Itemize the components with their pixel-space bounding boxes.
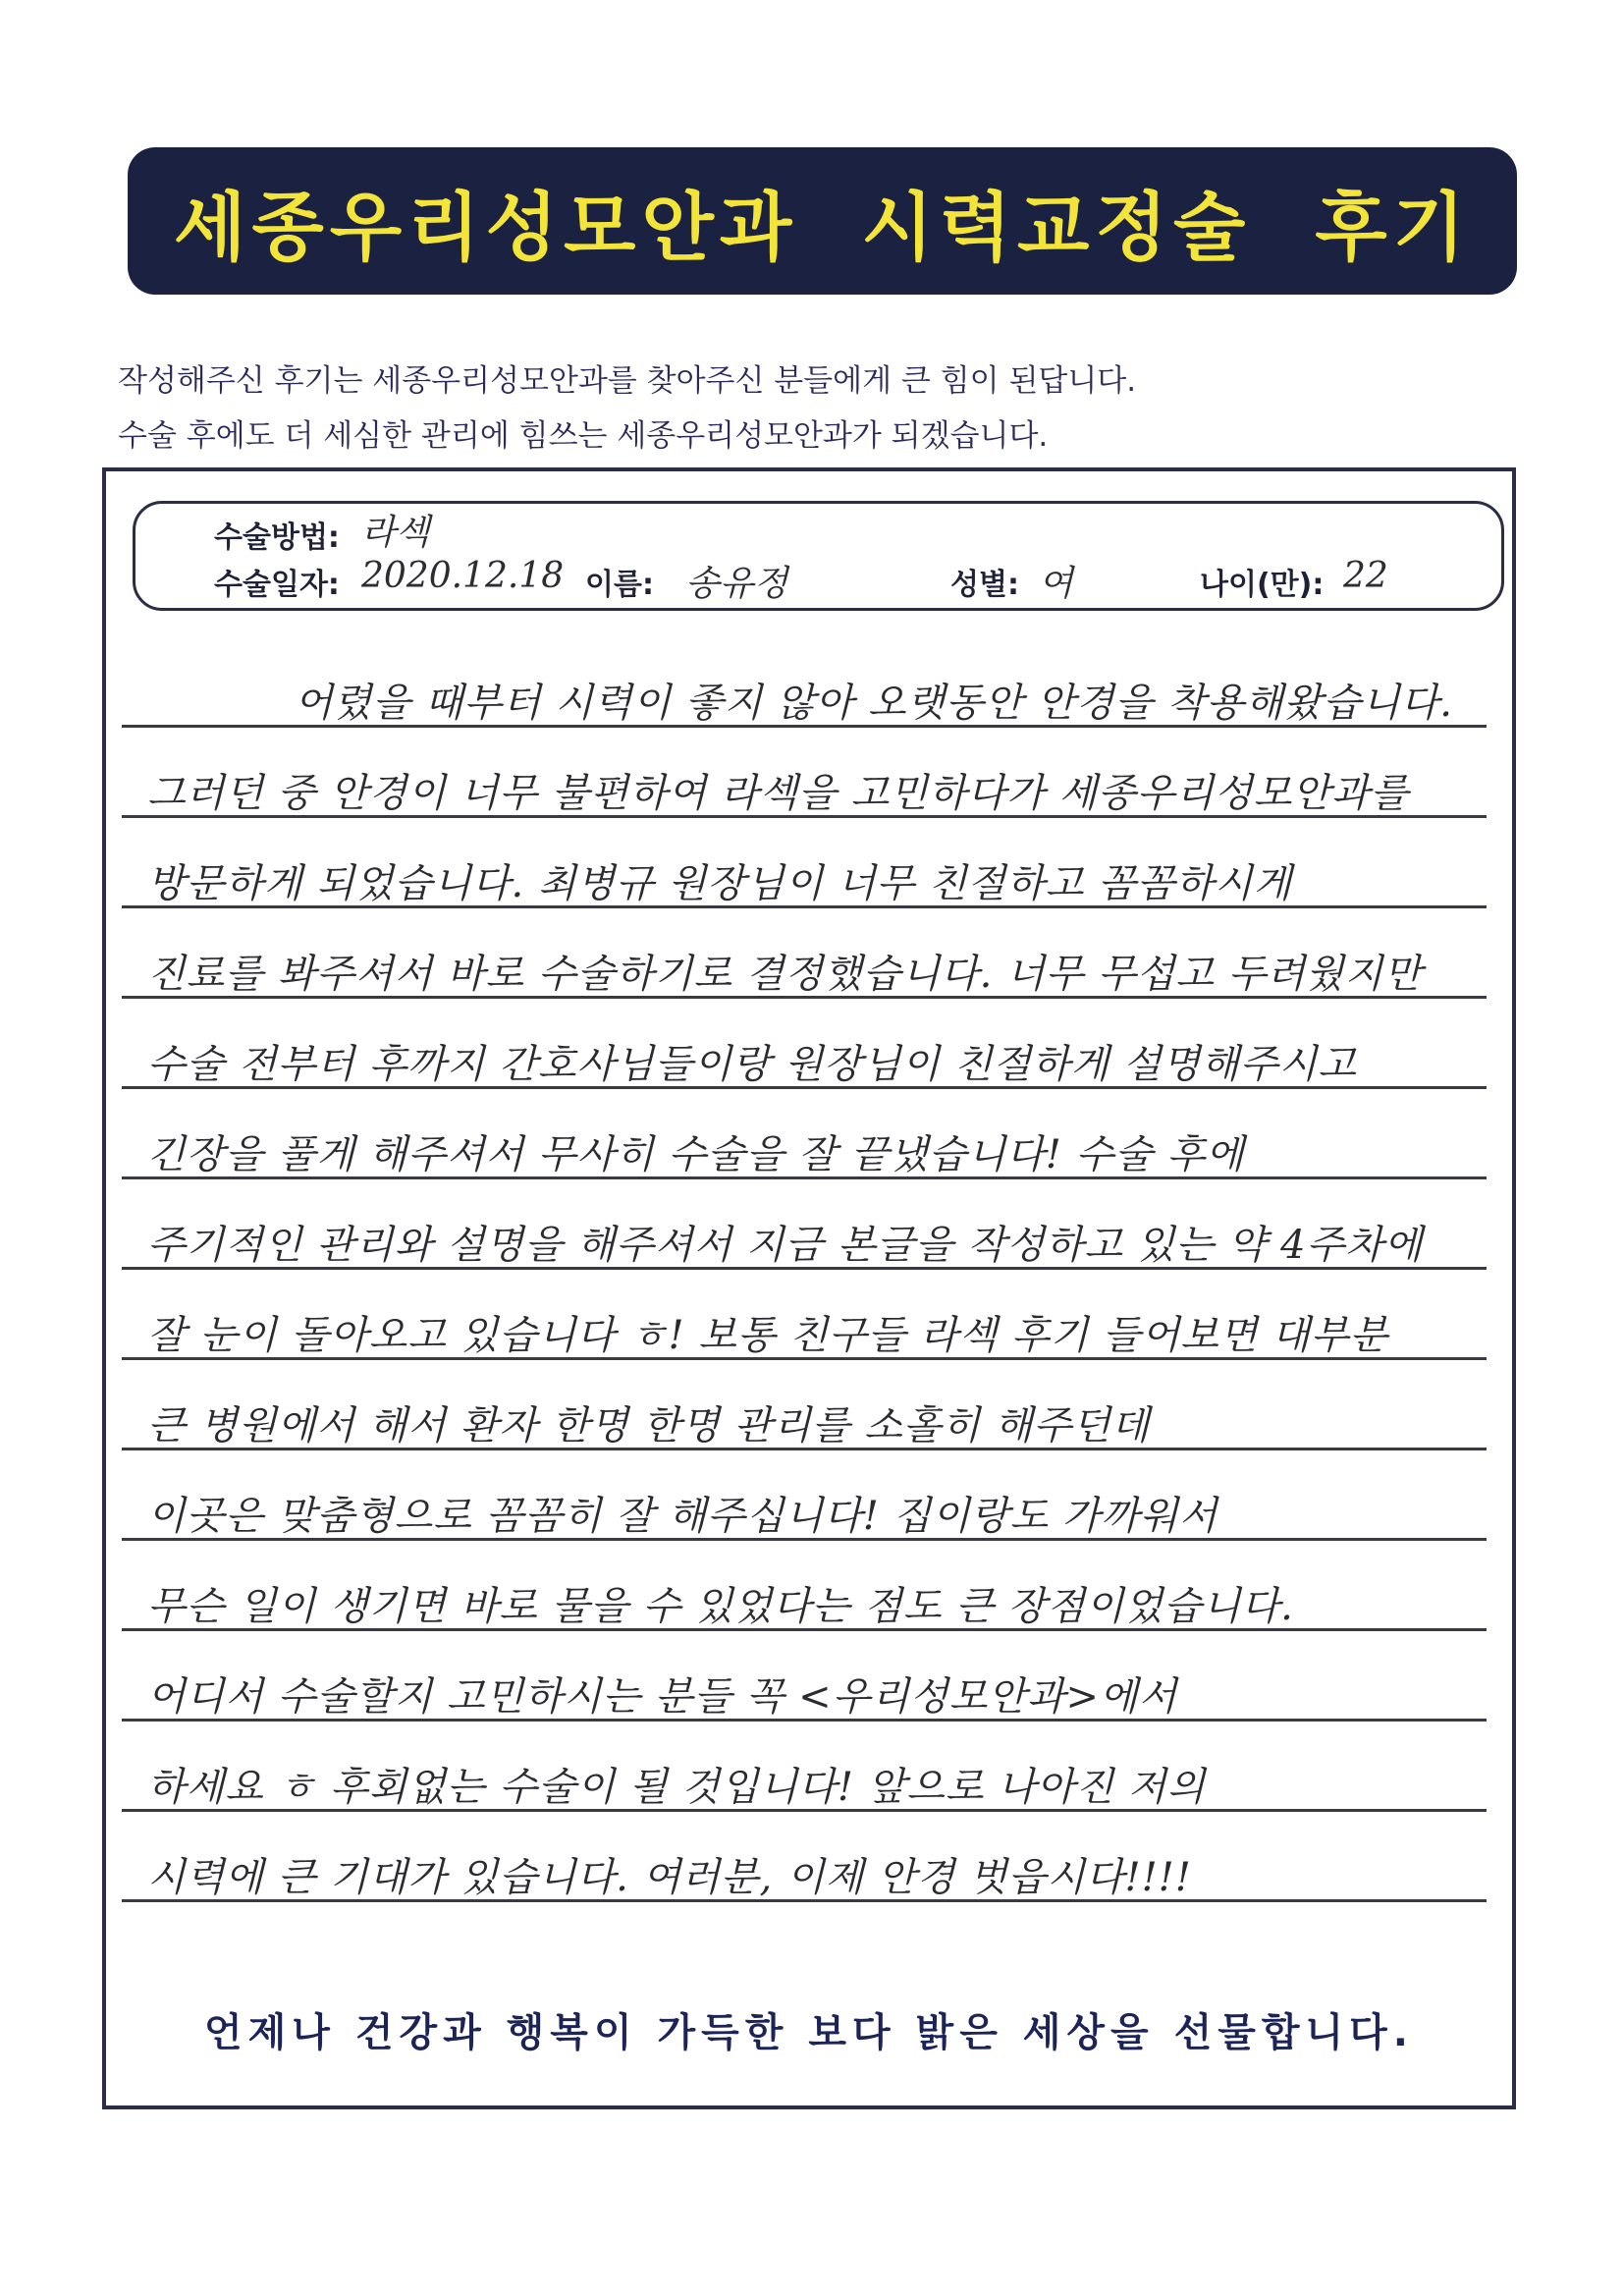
review-line-14: 시력에 큰 기대가 있습니다. 여러분, 이제 안경 벗읍시다!!!! — [147, 1855, 1192, 1900]
review-line-5: 수술 전부터 후까지 간호사님들이랑 원장님이 친절하게 설명해주시고 — [147, 1042, 1357, 1087]
intro-line-1: 작성해주신 후기는 세종우리성모안과를 찾아주신 분들에게 큰 힘이 된답니다. — [118, 363, 1137, 399]
name-label: 이름: — [585, 568, 654, 602]
intro-text — [118, 354, 1512, 464]
date-label: 수술일자: — [214, 568, 340, 602]
age-label: 나이(만): — [1200, 568, 1325, 602]
review-line-13: 하세요 ㅎ 후회없는 수술이 될 것입니다! 앞으로 나아진 저의 — [147, 1765, 1207, 1810]
age-value: 22 — [1343, 556, 1388, 596]
method-label: 수술방법: — [214, 520, 340, 555]
page-title: 세종우리성모안과 시력교정술 후기 — [173, 183, 1472, 271]
review-line-12: 어디서 수술할지 고민하시는 분들 꼭 <우리성모안과>에서 — [147, 1674, 1178, 1720]
name-value: 송유정 — [685, 564, 788, 604]
method-value: 라섹 — [361, 513, 430, 553]
review-line-3: 방문하게 되었습니다. 최병규 원장님이 너무 친절하고 꼼꼼하시게 — [147, 861, 1293, 906]
gender-label: 성별: — [950, 568, 1019, 602]
gender-value: 여 — [1039, 564, 1073, 604]
review-line-4: 진료를 봐주셔서 바로 수술하기로 결정했습니다. 너무 무섭고 두려웠지만 — [147, 952, 1423, 997]
review-line-11: 무슨 일이 생기면 바로 물을 수 있었다는 점도 큰 장점이었습니다. — [147, 1584, 1294, 1629]
title-banner — [128, 147, 1517, 295]
review-line-6: 긴장을 풀게 해주셔서 무사히 수술을 잘 끝냈습니다! 수술 후에 — [147, 1132, 1245, 1177]
closing-slogan: 언제나 건강과 행복이 가득한 보다 밝은 세상을 선물합니다. — [203, 2010, 1415, 2055]
review-line-10: 이곳은 맞춤형으로 꼼꼼히 잘 해주십니다! 집이랑도 가까워서 — [147, 1494, 1218, 1539]
review-line-8: 잘 눈이 돌아오고 있습니다 ㅎ! 보통 친구들 라섹 후기 들어보면 대부분 — [147, 1313, 1389, 1358]
review-line-9: 큰 병원에서 해서 환자 한명 한명 관리를 소홀히 해주던데 — [147, 1403, 1151, 1449]
review-line-1: 어렸을 때부터 시력이 좋지 않아 오랫동안 안경을 착용해왔습니다. — [295, 681, 1453, 726]
date-value: 2020.12.18 — [361, 556, 565, 596]
review-line-7: 주기적인 관리와 설명을 해주셔서 지금 본글을 작성하고 있는 약 4주차에 — [147, 1223, 1424, 1268]
review-line-2: 그러던 중 안경이 너무 불편하여 라섹을 고민하다가 세종우리성모안과를 — [147, 771, 1410, 816]
intro-line-2: 수술 후에도 더 세심한 관리에 힘쓰는 세종우리성모안과가 되겠습니다. — [118, 418, 1049, 454]
